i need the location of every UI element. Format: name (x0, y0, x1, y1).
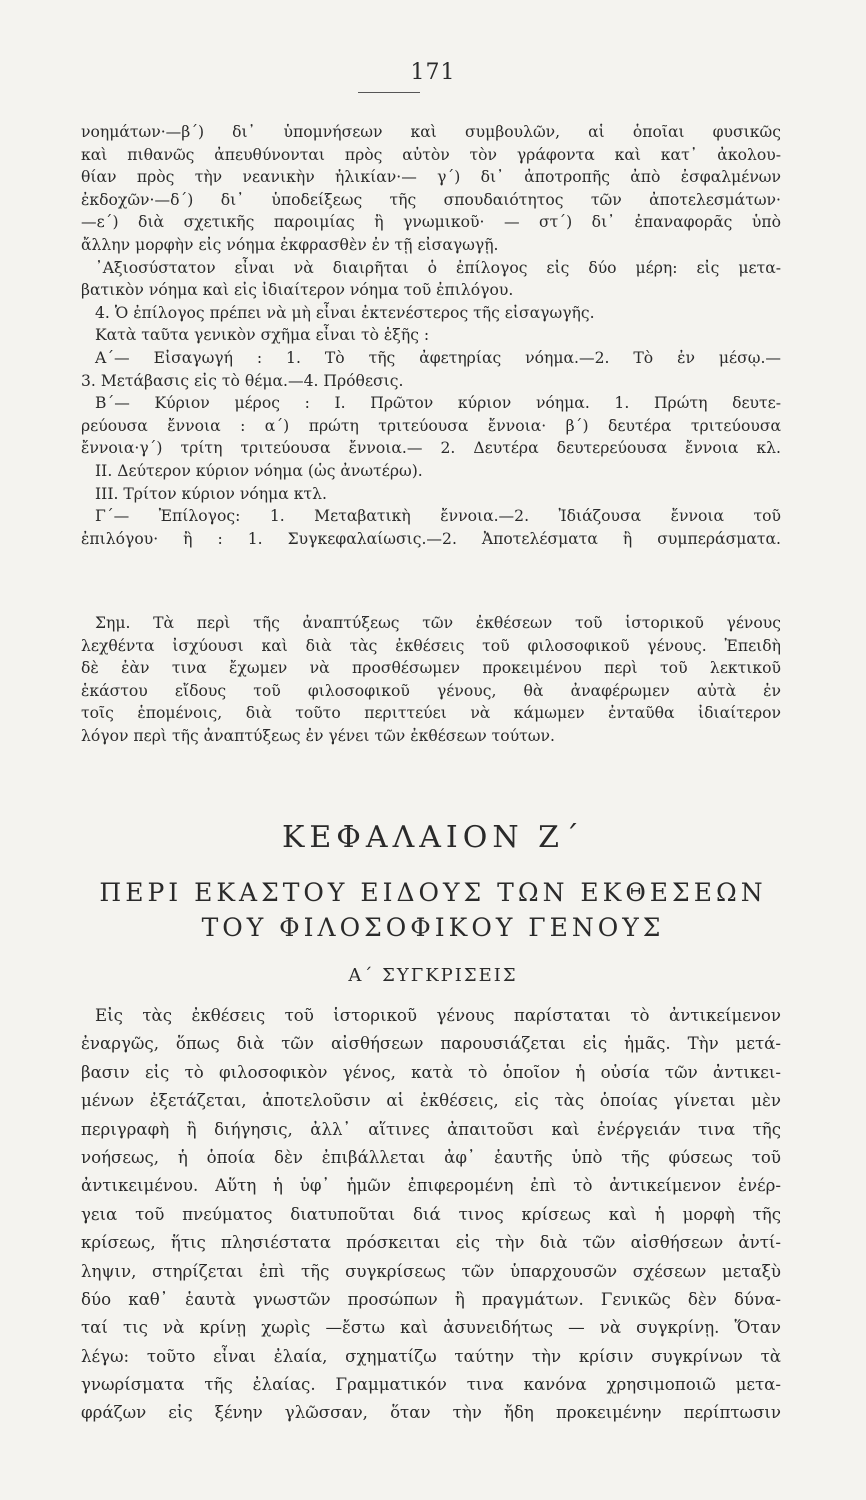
text-line: Α΄— Εἰσαγωγή : 1. Τὸ τῆς ἀφετηρίας νόημα.—2. Τὸ ἐν μέσῳ.— (95, 348, 781, 367)
chapter-subtitle-line-2: ΤΟΥ ΦΙΛΟΣΟΦΙΚΟΥ ΓΕΝΟΥΣ (201, 913, 665, 942)
text-line: γνωρίσματα τῆς ἐλαίας. Γραμματικόν τινα κανόνα χρησιμοποιῶ μετα- (81, 1375, 781, 1395)
comparisons-text (81, 1002, 781, 1428)
text-line: Κατὰ ταῦτα γενικὸν σχῆμα εἶναι τὸ ἑξῆς : (95, 326, 430, 345)
text-line: ἀντικειμένου. Αὕτη ἡ ὑφ᾽ ἡμῶν ἐπιφερομένη ἐπὶ τὸ ἀντικείμενον ἐνέρ- (81, 1176, 781, 1196)
text-line: δὲ ἐὰν τινα ἔχωμεν νὰ προσθέσωμεν προκειμένου περὶ τοῦ λεκτικοῦ (81, 659, 781, 678)
text-line: III. Τρίτον κύριον νόημα κτλ. (95, 484, 327, 503)
text-line: ἐκδοχῶν·—δ΄) δι᾽ ὑποδείξεως τῆς σπουδαιότητος τῶν ἀποτελεσμάτων· (81, 190, 781, 209)
text-line: Γ΄— Ἐπίλογος: 1. Μεταβατικὴ ἔννοια.—2. Ἰδιάζουσα ἔννοια τοῦ (95, 507, 781, 526)
text-line: ἐναργῶς, ὅπως διὰ τῶν αἰσθήσεων παρουσιάζεται εἰς ἡμᾶς. Τὴν μετά- (81, 1034, 781, 1054)
text-line: 4. Ὁ ἐπίλογος πρέπει νὰ μὴ εἶναι ἐκτενέστερος τῆς εἰσαγωγῆς. (95, 303, 595, 322)
text-line: κρίσεως, ἥτις πλησιέστατα πρόσκειται εἰς τὴν διὰ τῶν αἰσθήσεων ἀντί- (81, 1233, 781, 1253)
text-line: νοημάτων·—β΄) δι᾽ ὑπομνήσεων καὶ συμβουλῶν, αἱ ὁποῖαι φυσικῶς (81, 123, 781, 141)
text-line: λέγω: τοῦτο εἶναι ἐλαία, σχηματίζω ταύτην τὴν κρίσιν συγκρίνων τὰ (81, 1346, 781, 1366)
text-line: καὶ πιθανῶς ἀπευθύνονται πρὸς αὐτὸν τὸν γράφοντα καὶ κατ᾽ ἀκολου- (81, 145, 781, 164)
text-line: ᾿Αξιοσύστατον εἶναι νὰ διαιρῆται ὁ ἐπίλογος εἰς δύο μέρη: εἰς μετα- (95, 258, 781, 277)
text-line: II. Δεύτερον κύριον νόημα (ὡς ἀνωτέρω). (95, 461, 423, 480)
text-line: 3. Μετάβασις εἰς τὸ θέμα.—4. Πρόθεσις. (81, 371, 404, 390)
text-line: λεχθέντα ἰσχύουσι καὶ διὰ τὰς ἐκθέσεις τοῦ φιλοσοφικοῦ γένους. Ἐπειδὴ (81, 636, 781, 655)
note-text (81, 612, 781, 748)
text-line: ταί τις νὰ κρίνῃ χωρὶς —ἔστω καὶ ἀσυνειδήτως — νὰ συγκρίνῃ. Ὅταν (81, 1318, 781, 1338)
text-line: βασιν εἰς τὸ φιλοσοφικὸν γένος, κατὰ τὸ ὁποῖον ἡ οὐσία τῶν ἀντικει- (81, 1062, 781, 1082)
text-line: ληψιν, στηρίζεται ἐπὶ τῆς συγκρίσεως τῶν ὑπαρχουσῶν σχέσεων μεταξὺ (81, 1261, 781, 1281)
text-line: ἔννοια·γ΄) τρίτη τριτεύουσα ἔννοια.— 2. Δευτέρα δευτερεύουσα ἔννοια κλ. (81, 439, 781, 458)
text-line: δύο καθ᾽ ἑαυτὰ γνωστῶν προσώπων ἢ πραγμάτων. Γενικῶς δὲν δύνα- (81, 1289, 781, 1309)
page-number: 171 (410, 60, 456, 85)
chapter-subtitle-line-1: ΠΕΡΙ ΕΚΑΣΤΟΥ ΕΙΔΟΥΣ ΤΩΝ ΕΚΘΕΣΕΩΝ (99, 878, 767, 907)
text-line: γεια τοῦ πνεύματος διατυποῦται διά τινος κρίσεως καὶ ἡ μορφὴ τῆς (81, 1204, 781, 1224)
text-line: ἐπιλόγου· ἢ : 1. Συγκεφαλαίωσις.—2. Ἀποτελέσματα ἢ συμπεράσματα. (81, 529, 781, 548)
text-line: Β΄— Κύριον μέρος : I. Πρῶτον κύριον νόημα. 1. Πρώτη δευτε- (95, 394, 781, 413)
text-line: Εἰς τὰς ἐκθέσεις τοῦ ἱστορικοῦ γένους παρίσταται τὸ ἀντικείμενον (95, 1006, 781, 1025)
text-line: τοῖς ἑπομένοις, διὰ τοῦτο περιττεύει νὰ κάμωμεν ἐνταῦθα ἰδιαίτερον (81, 704, 781, 723)
text-line: μένων ἐξετάζεται, ἀποτελοῦσιν αἱ ἐκθέσεις, εἰς τὰς ὁποίας γίνεται μὲν (81, 1091, 781, 1111)
text-line: ἑκάστου εἴδους τοῦ φιλοσοφικοῦ γένους, θὰ ἀναφέρωμεν αὐτὰ ἐν (81, 681, 781, 700)
epilogue-text (81, 121, 781, 550)
text-line: ἄλλην μορφὴν εἰς νόημα ἐκφρασθὲν ἐν τῇ εἰσαγωγῇ. (81, 235, 499, 254)
text-line: ρεύουσα ἔννοια : α΄) πρώτη τριτεύουσα ἔννοια· β΄) δευτέρα τριτεύουσα (81, 416, 781, 435)
chapter-title: ΚΕΦΑΛΑΙΟΝ Ζ΄ (282, 820, 584, 855)
section-heading: Α΄ ΣΥΓΚΡΙΣΕΙΣ (348, 965, 518, 986)
text-line: φράζων εἰς ξένην γλῶσσαν, ὅταν τὴν ἤδη προκειμένην περίπτωσιν (81, 1403, 781, 1423)
text-line: περιγραφὴ ἢ διήγησις, ἀλλ᾽ αἵτινες ἀπαιτοῦσι καὶ ἐνέργειάν τινα τῆς (81, 1119, 781, 1139)
text-line: νοήσεως, ἡ ὁποία δὲν ἐπιβάλλεται ἀφ᾽ ἑαυτῆς ὑπὸ τῆς φύσεως τοῦ (81, 1147, 781, 1167)
text-line: λόγον περὶ τῆς ἀναπτύξεως ἐν γένει τῶν ἐκθέσεων τούτων. (81, 726, 555, 745)
text-line: θίαν πρὸς τὴν νεανικὴν ἡλικίαν·— γ΄) δι᾽ ἀποτροπῆς ἀπὸ ἐσφαλμένων (81, 168, 781, 187)
text-line: —ε΄) διὰ σχετικῆς παροιμίας ἢ γνωμικοῦ· — στ΄) δι᾽ ἐπαναφορᾶς ὑπὸ (81, 213, 781, 232)
text-line: Σημ. Τὰ περὶ τῆς ἀναπτύξεως τῶν ἐκθέσεων τοῦ ἱστορικοῦ γένους (95, 614, 781, 632)
page-number-rule (358, 92, 420, 93)
text-line: βατικὸν νόημα καὶ εἰς ἰδιαίτερον νόημα τοῦ ἐπιλόγου. (81, 281, 514, 300)
